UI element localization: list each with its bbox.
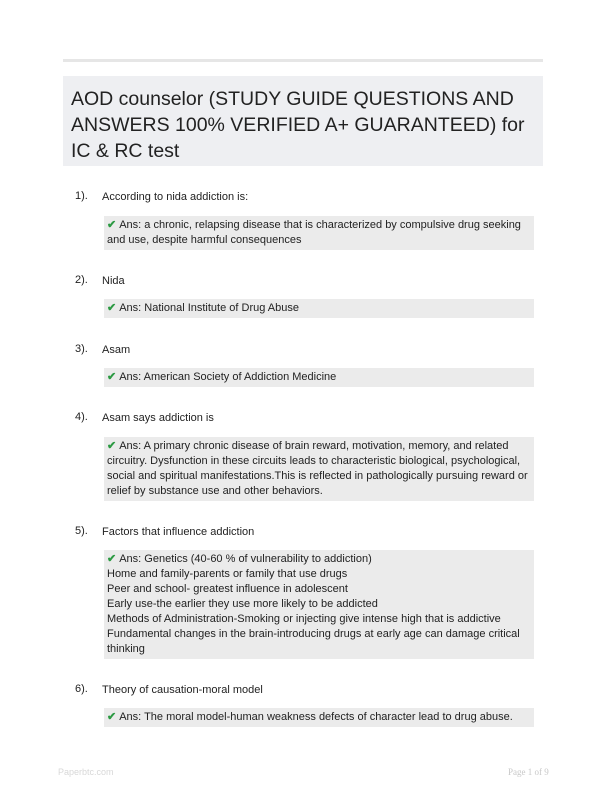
- top-divider: [63, 59, 543, 62]
- question-text: Factors that influence addiction: [102, 526, 255, 538]
- answer-text: Ans: A primary chronic disease of brain reward, motivation, memory, and related circuitry. Dysfunction in these circuits leads to characteristic biological, psychological, social and spiritual manifestations.This is reflected in pathologically pursuing reward or relief by substance use and other behaviors.: [107, 440, 528, 497]
- answer-line: Fundamental changes in the brain-introducing drugs at early age can damage critical thinking: [107, 628, 520, 655]
- page-number: Page 1 of 9: [508, 767, 549, 777]
- question-number: 1).: [75, 190, 88, 202]
- answer-line: Early use-the earlier they use more likely to be addicted: [107, 598, 378, 610]
- question-text: Asam: [102, 344, 131, 356]
- answer-line: Methods of Administration-Smoking or injecting give intense high that is addictive: [107, 613, 501, 625]
- question-number: 2).: [75, 274, 88, 286]
- question-text: Theory of causation-moral model: [102, 684, 263, 696]
- answer-text: Ans: The moral model-human weakness defects of character lead to drug abuse.: [119, 711, 513, 723]
- answer-box: [104, 550, 534, 659]
- question-number: 4).: [75, 411, 88, 423]
- answer-text: Ans: a chronic, relapsing disease that is characterized by compulsive drug seeking and use, despite harmful consequences: [107, 219, 521, 246]
- page-title: AOD counselor (STUDY GUIDE QUESTIONS AND ANSWERS 100% VERIFIED A+ GUARANTEED) for IC & RC test: [71, 88, 525, 162]
- answer-line: Home and family-parents or family that use drugs: [107, 568, 348, 580]
- answer-box: [104, 299, 534, 318]
- title-box: [63, 76, 543, 166]
- answer-text: Ans: National Institute of Drug Abuse: [119, 302, 299, 314]
- answer-line: Ans: Genetics (40-60 % of vulnerability to addiction): [119, 553, 372, 565]
- question-text: According to nida addiction is:: [102, 191, 249, 203]
- answer-line: Peer and school- greatest influence in adolescent: [107, 583, 348, 595]
- footer-site: Paperbtc.com: [58, 767, 114, 777]
- answer-box: [104, 708, 534, 727]
- question-text: Asam says addiction is: [102, 412, 214, 424]
- check-icon: ✔: [107, 553, 117, 565]
- check-icon: ✔: [107, 219, 117, 231]
- answer-box: [104, 216, 534, 250]
- question-number: 6).: [75, 683, 88, 695]
- check-icon: ✔: [107, 440, 117, 452]
- check-icon: ✔: [107, 371, 117, 383]
- answer-box: [104, 368, 534, 387]
- answer-box: [104, 437, 534, 501]
- question-number: 5).: [75, 525, 88, 537]
- question-number: 3).: [75, 343, 88, 355]
- check-icon: ✔: [107, 302, 117, 314]
- answer-text: Ans: American Society of Addiction Medicine: [119, 371, 337, 383]
- check-icon: ✔: [107, 711, 117, 723]
- question-text: Nida: [102, 275, 125, 287]
